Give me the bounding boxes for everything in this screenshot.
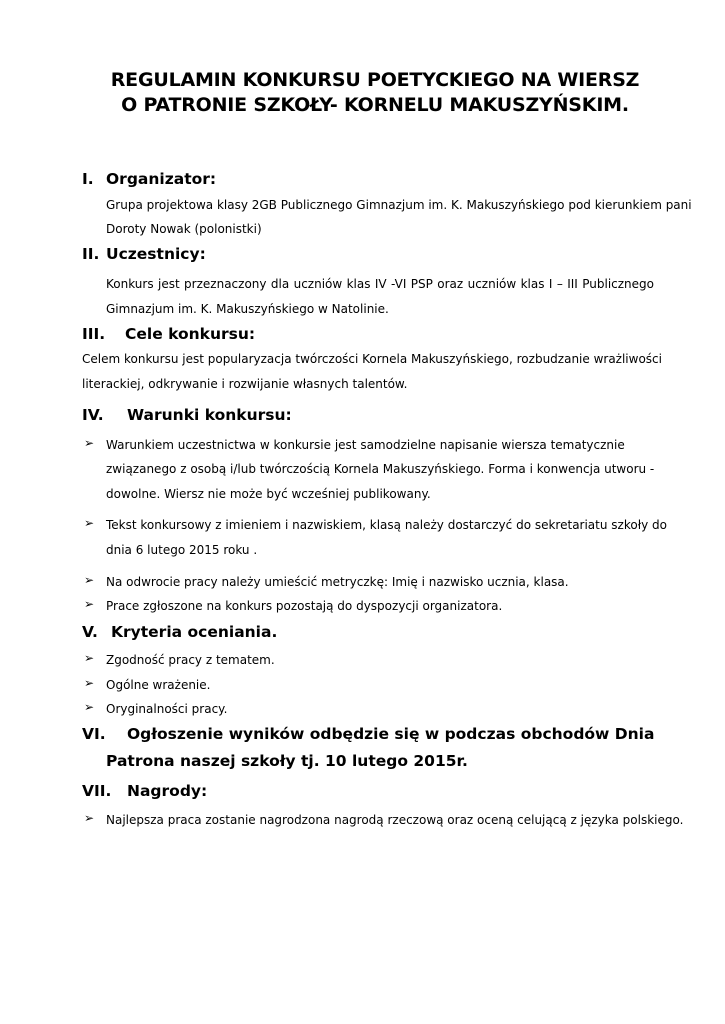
paragraph-line: Gimnazjum im. K. Makuszyńskiego w Natolinie. — [106, 302, 389, 316]
arrowhead-bullet-icon: ➢ — [84, 811, 95, 825]
section-title: Organizator: — [106, 170, 217, 188]
title-line-2: O PATRONIE SZKOŁY- KORNELU MAKUSZYŃSKIM. — [121, 94, 629, 116]
section-number: IV. — [82, 406, 104, 424]
arrowhead-bullet-icon: ➢ — [84, 573, 95, 587]
section-title: Cele konkursu: — [125, 325, 256, 343]
section-number: III. — [82, 325, 106, 343]
bullet-line: Na odwrocie pracy należy umieścić metryczkę: Imię i nazwisko ucznia, klasa. — [106, 575, 569, 589]
section-number: V. — [82, 623, 98, 641]
arrowhead-bullet-icon: ➢ — [84, 676, 95, 690]
bullet-line: związanego z osobą i/lub twórczością Kornela Makuszyńskiego. Forma i konwencja utworu - — [106, 462, 655, 476]
paragraph-line: literackiej, odkrywanie i rozwijanie własnych talentów. — [82, 377, 408, 391]
bullet-line: Tekst konkursowy z imieniem i nazwiskiem, klasą należy dostarczyć do sekretariatu szkoły do — [106, 518, 667, 532]
paragraph-line: Doroty Nowak (polonistki) — [106, 222, 262, 236]
section-number: I. — [82, 170, 94, 188]
section-number: II. — [82, 245, 100, 263]
bullet-line: dnia 6 lutego 2015 roku . — [106, 543, 258, 557]
section-title: Nagrody: — [127, 782, 208, 800]
section-title: Uczestnicy: — [106, 245, 206, 263]
paragraph-line: Grupa projektowa klasy 2GB Publicznego Gimnazjum im. K. Makuszyńskiego pod kierunkiem pani — [106, 198, 692, 212]
bullet-line: Prace zgłoszone na konkurs pozostają do dyspozycji organizatora. — [106, 599, 503, 613]
section-number: VI. — [82, 725, 106, 743]
title-line-1: REGULAMIN KONKURSU POETYCKIEGO NA WIERSZ — [110, 69, 640, 91]
section-number: VII. — [82, 782, 112, 800]
arrowhead-bullet-icon: ➢ — [84, 516, 95, 530]
section-title: Kryteria oceniania. — [111, 623, 278, 641]
bullet-line: dowolne. Wiersz nie może być wcześniej publikowany. — [106, 487, 431, 501]
paragraph-line: Konkurs jest przeznaczony dla uczniów klas IV -VI PSP oraz uczniów klas I – III Publicznego — [106, 277, 654, 291]
bullet-line: Najlepsza praca zostanie nagrodzona nagrodą rzeczową oraz oceną celującą z języka polskiego. — [106, 813, 684, 827]
document-title — [70, 68, 680, 118]
section-announcement — [82, 725, 654, 743]
bullet-line: Oryginalności pracy. — [106, 702, 228, 716]
announcement-line-2: Patrona naszej szkoły tj. 10 lutego 2015r. — [106, 752, 468, 770]
arrowhead-bullet-icon: ➢ — [84, 436, 95, 450]
arrowhead-bullet-icon: ➢ — [84, 700, 95, 714]
section-title: Warunki konkursu: — [127, 406, 292, 424]
arrowhead-bullet-icon: ➢ — [84, 651, 95, 665]
announcement-line-1: Ogłoszenie wyników odbędzie się w podczas obchodów Dnia — [127, 725, 655, 743]
bullet-line: Zgodność pracy z tematem. — [106, 653, 275, 667]
section-criteria-heading — [82, 623, 277, 641]
section-participants-heading — [82, 245, 206, 263]
arrowhead-bullet-icon: ➢ — [84, 597, 95, 611]
bullet-line: Ogólne wrażenie. — [106, 678, 211, 692]
section-organizer-heading — [82, 170, 216, 188]
section-goals-heading — [82, 325, 255, 343]
paragraph-line: Celem konkursu jest popularyzacja twórczości Kornela Makuszyńskiego, rozbudzanie wrażliwości — [82, 352, 662, 366]
section-conditions-heading — [82, 406, 292, 424]
section-prizes-heading — [82, 782, 207, 800]
bullet-line: Warunkiem uczestnictwa w konkursie jest samodzielne napisanie wiersza tematycznie — [106, 438, 625, 452]
